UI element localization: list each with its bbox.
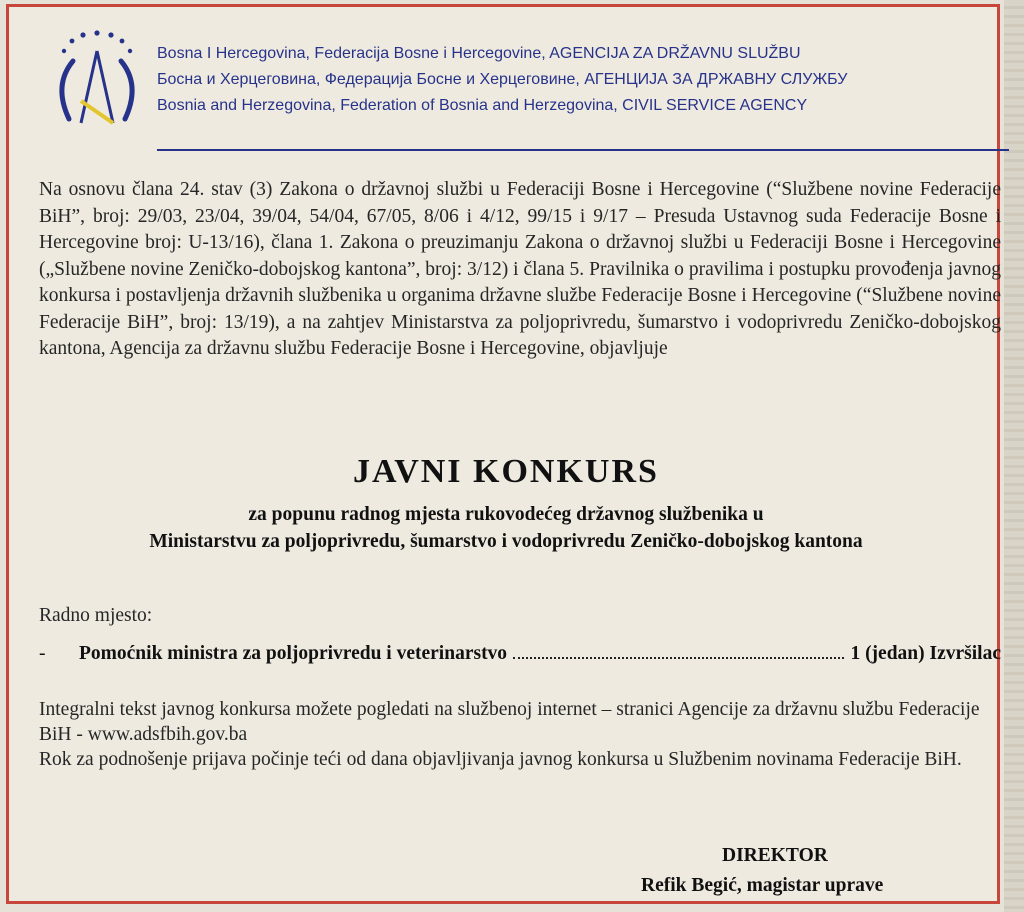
agency-name-latin: Bosna I Hercegovina, Federacija Bosne i Hercegovine, AGENCIJA ZA DRŽAVNU SLUŽBU — [157, 45, 801, 62]
legal-basis-paragraph: Na osnovu člana 24. stav (3) Zakona o državnoj službi u Federaciji Bosne i Hercegovine (“Službene novine Federacije BiH”, broj: 29/03, 23/04, 39/04, 54/04, 67/05, 8/06 i 4/12, 99/15 i 9/17 – Presuda Ustavnog suda Federacije Bosne i Hercegovine broj: U-13/16), člana 1. Zakona o preuzimanju Zakona o državnoj službi u Federaciji Bosne i Hercegovine („Službene novine Zeničko-dobojskog kantona”, broj: 3/12) i člana 5. Pravilnika o pravilima i postupku provođenja javnog konkursa i postavljenja državnih službenika u organima državne službe Federacije Bosne i Hercegovine (“Službene novine Federacije BiH”, broj: 13/19), a na zahtjev Ministarstva za poljoprivredu, šumarstvo i vodoprivredu Zeničko-dobojskog kantona, Agencija za državnu službu Federacije Bosne i Hercegovine, objavljuje — [39, 179, 1001, 359]
dotted-leader — [513, 643, 844, 659]
signature-title: DIREKTOR — [722, 845, 828, 866]
agency-logo-icon — [47, 27, 147, 137]
header-divider — [157, 149, 1009, 151]
newspaper-background-strip — [1004, 0, 1024, 912]
announcement-box — [6, 4, 1000, 904]
info-deadline-notice: Rok za podnošenje prijava počinje teći od dana objavljivanja javnog konkursa u Službenim novinama Federacije BiH. — [39, 749, 962, 770]
page-title: JAVNI KONKURS — [353, 453, 659, 490]
agency-header — [47, 27, 977, 157]
agency-name-cyrillic: Босна и Херцеговина, Федерација Босне и Херцеговине, АГЕНЦИЈА ЗА ДРЖАВНУ СЛУЖБУ — [157, 71, 848, 88]
signature-name: Refik Begić, magistar uprave — [641, 875, 884, 896]
info-full-text-notice: Integralni tekst javnog konkursa možete pogledati na službenoj internet – stranici Agencije za državnu službu Federacije BiH - www.adsfbih.gov.ba — [39, 699, 980, 745]
agency-name-english: Bosnia and Herzegovina, Federation of Bosnia and Herzegovina, CIVIL SERVICE AGENCY — [157, 97, 808, 114]
position-count: 1 (jedan) Izvršilac — [850, 643, 1001, 664]
subtitle-line-2: Ministarstvu za poljoprivredu, šumarstvo i vodoprivredu Zeničko-dobojskog kantona — [149, 531, 863, 552]
position-name: Pomoćnik ministra za poljoprivredu i veterinarstvo — [79, 643, 508, 664]
subtitle-line-1: za popunu radnog mjesta rukovodećeg državnog službenika u — [248, 504, 764, 525]
competition-subtitle — [9, 501, 1003, 555]
agency-name-lines — [157, 41, 977, 119]
position-section-label: Radno mjesto: — [39, 605, 153, 626]
info-section — [39, 697, 1001, 772]
position-row — [39, 643, 1001, 671]
list-dash: - — [39, 643, 46, 664]
